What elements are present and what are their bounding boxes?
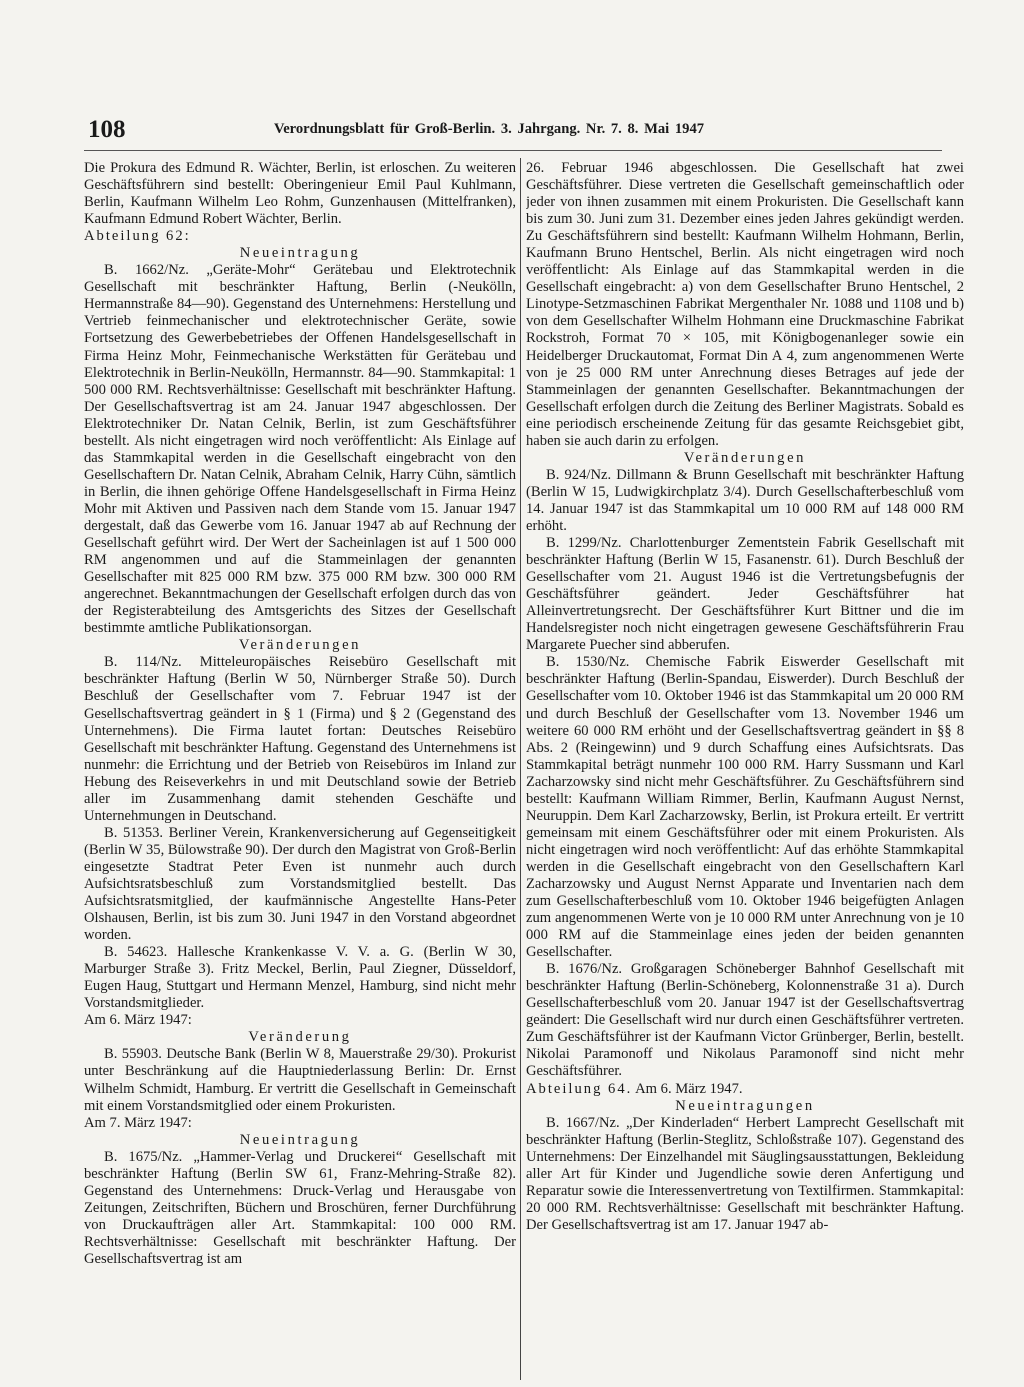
entry-b-55903: B. 55903. Deutsche Bank (Berlin W 8, Mauerstraße 29/30). Prokurist unter Beschränkung auf die Hauptniederlassung Berlin: Dr. Ernst Wilhelm Schmidt, Hamburg. Er vertritt die Gesellschaft in Gemeinschaft mit einem Vorstandsmitglied oder einem Prokuristen.	[84, 1046, 516, 1114]
section-label-abteilung-62: Abteilung 62:	[84, 228, 191, 245]
section-heading-neueintragung-2: Neueintragung	[239, 1131, 361, 1148]
entry-b-1667: B. 1667/Nz. „Der Kinderladen“ Herbert Lamprecht Gesellschaft mit beschränkter Haftung (Berlin-Steglitz, Schloßstraße 107). Gegenstand des Unternehmens: Der Einzelhandel mit Säuglingsausstattungen, Bekleidung aller Art für Kinder und Jugendliche sowie deren Anfertigung und Reparatur sowie die Interessenvertretung von Textilfirmen. Stammkapital: 20 000 RM. Rechtsverhältnisse: Gesellschaft mit beschränkter Haftung. Der Gesellschaftsvertrag ist am 17. Januar 1947 ab-	[526, 1114, 964, 1233]
section-label-abteilung-64	[526, 1081, 964, 1098]
right-column	[526, 160, 964, 1385]
entry-b-1662: B. 1662/Nz. „Geräte-Mohr“ Gerätebau und Elektrotechnik Gesellschaft mit beschränkter Haftung, Berlin (-Neukölln, Hermannstraße 84—90). Gegenstand des Unternehmens: Herstellung und Vertrieb feinmechanischer und elektrotechnischer Geräte, sowie Fortsetzung des Gewerbebetriebes der Offenen Handelsgesellschaft in Firma Heinz Mohr, Feinmechanische Werkstätten für Gerätebau und Elektrotechnik in Berlin-Neukölln, Hermannstr. 84—90. Stammkapital: 1 500 000 RM. Rechtsverhältnisse: Gesellschaft mit beschränkter Haftung. Der Gesellschaftsvertrag ist am 24. Januar 1947 abgeschlossen. Der Elektrotechniker Dr. Natan Celnik, Berlin, ist zum Geschäftsführer bestellt. Als nicht eingetragen wird noch veröffentlicht: Als Einlage auf das Stammkapital werden in die Gesellschaft eingebracht von den Gesellschaftern Dr. Natan Celnik, Abraham Celnik, Harry Cühn, sämtlich in Berlin, die ihnen gehörige Offene Handelsgesellschaft in Firma Heinz Mohr mit Aktiven und Passiven nach dem Stande vom 15. Januar 1947 dergestalt, daß das Gewerbe vom 16. Januar 1947 ab auf Rechnung der Gesellschaft geführt wird. Der Wert der Sacheinlagen ist auf 1 500 000 RM angenommen und auf die Stammeinlagen der genannten Gesellschafter mit 825 000 RM bzw. 375 000 RM bzw. 300 000 RM angerechnet. Bekanntmachungen der Gesellschaft erfolgen durch das von der Registerabteilung des Amtsgerichts des Sitzes der Gesellschaft bestimmte amtliche Publikationsorgan.	[84, 262, 516, 637]
date-label-7-maerz: Am 7. März 1947:	[84, 1114, 192, 1131]
page-number: 108	[88, 116, 126, 143]
section-heading-neueintragung: Neueintragung	[239, 245, 361, 262]
date-label-6-maerz: Am 6. März 1947:	[84, 1012, 192, 1029]
section-heading-veraenderungen: Veränderungen	[238, 637, 362, 654]
running-title: Verordnungsblatt für Groß-Berlin. 3. Jahrgang. Nr. 7. 8. Mai 1947	[274, 121, 705, 137]
abteilung-64-label: Abteilung 64.	[526, 1080, 633, 1097]
entry-b-924: B. 924/Nz. Dillmann & Brunn Gesellschaft mit beschränkter Haftung (Berlin W 15, Ludwigkirchplatz 3/4). Durch Gesellschafterbeschluß vom 14. Januar 1947 ist das Stammkapital um 10 000 RM auf 148 000 RM erhöht.	[526, 466, 964, 534]
left-column	[84, 160, 516, 1385]
column-divider	[520, 158, 521, 1380]
abteilung-64-date: Am 6. März 1947.	[635, 1080, 743, 1097]
entry-b-1299: B. 1299/Nz. Charlottenburger Zementstein Fabrik Gesellschaft mit beschränkter Haftung (Berlin W 15, Fasanenstr. 61). Durch Beschluß der Gesellschafter vom 21. August 1946 ist die Vertretungsbefugnis der Geschäftsführer geändert. Jeder Geschäftsführer hat Alleinvertretungsrecht. Der Geschäftsführer Kurt Bittner und die im Handelsregister noch nicht eingetragen gewesene Geschäftsführerin Frau Margarete Puecher sind abberufen.	[526, 535, 964, 654]
paragraph-continuation: 26. Februar 1946 abgeschlossen. Die Gesellschaft hat zwei Geschäftsführer. Diese vertreten die Gesellschaft gemeinschaftlich oder jeder von ihnen zusammen mit einem Prokuristen. Die Gesellschaft kann bis zum 30. Juni zum 31. Dezember eines jeden Jahres gekündigt werden. Zu Geschäftsführern sind bestellt: Kaufmann Wilhelm Hohmann, Berlin, Kaufmann Bruno Hentschel, Berlin. Als nicht eingetragen wird noch veröffentlicht: Als Einlage auf das Stammkapital werden in die Gesellschaft eingebracht: a) von dem Gesellschafter Bruno Hentschel, 2 Linotype-Setzmaschinen Fabrikat Mergenthaler Nr. 1088 und 1108 und b) von dem Gesellschafter Wilhelm Hohmann eine Druckmaschine Fabrikat Rockstroh, Format 70 × 105, mit Königbogenanleger sowie ein Heidelberger Druckautomat, Format Din A 4, zum angenommenen Werte von je 25 000 RM unter Anrechnung dieses Betrages auf jede der Stammeinlagen der genannten Gesellschafter. Bekanntmachungen der Gesellschaft erfolgen durch die Zeitung des Berliner Magistrats. Sobald es eine periodisch erscheinende Zeitung für das gesamte Reichsgebiet gibt, haben sie auch darin zu erfolgen.	[526, 160, 964, 449]
entry-b-1530: B. 1530/Nz. Chemische Fabrik Eiswerder Gesellschaft mit beschränkter Haftung (Berlin-Spandau, Eiswerder). Durch Beschluß der Gesellschafter vom 10. Oktober 1946 ist das Stammkapital um 20 000 RM und durch Beschluß der Gesellschafter vom 13. November 1946 um weitere 60 000 RM erhöht und der Gesellschaftsvertrag geändert in §§ 8 Abs. 2 (Reingewinn) und 9 durch Schaffung eines Aufsichtsrats. Das Stammkapital beträgt nunmehr 100 000 RM. Harry Sussmann und Karl Zacharzowsky sind nicht mehr Geschäftsführer. Zu Geschäftsführern sind bestellt: Kaufmann William Rimmer, Berlin, Kaufmann August Nernst, Neuruppin. Dem Karl Zacharzowsky, Berlin, ist Prokura erteilt. Er vertritt gemeinsam mit einem Geschäftsführer oder mit einem Prokuristen. Als nicht eingetragen wird noch veröffentlicht: Auf das erhöhte Stammkapital werden in die Gesellschaft eingebracht von den Gesellschaftern Karl Zacharzowsky und August Nernst Apparate und Inventarien nach dem zum Gesellschafterbeschluß vom 10. Oktober 1946 beigefügten Anlagen zum angenommenen Werte von je 10 000 RM unter Anrechnung von je 10 000 RM auf die Stammeinlage eines jeden der beiden genannten Gesellschafter.	[526, 654, 964, 961]
entry-b-54623: B. 54623. Hallesche Krankenkasse V. V. a. G. (Berlin W 30, Marburger Straße 3). Fritz Meckel, Berlin, Paul Ziegner, Düsseldorf, Eugen Haug, Stuttgart und Hermann Menzel, Hamburg, sind nicht mehr Vorstandsmitglieder.	[84, 944, 516, 1012]
page-header	[84, 116, 942, 146]
entry-b-1676: B. 1676/Nz. Großgaragen Schöneberger Bahnhof Gesellschaft mit beschränkter Haftung (Berlin-Schöneberg, Kolonnenstraße 31 a). Durch Gesellschafterbeschluß vom 20. Januar 1947 ist der Gesellschaftsvertrag geändert: Die Gesellschaft wird nur durch einen Geschäftsführer vertreten. Zum Geschäftsführer ist der Kaufmann Victor Grünberger, Berlin, bestellt. Nikolai Paramonoff und Nikolaus Paramonoff sind nicht mehr Geschäftsführer.	[526, 961, 964, 1080]
paragraph-prokura: Die Prokura des Edmund R. Wächter, Berlin, ist erloschen. Zu weiteren Geschäftsführern sind bestellt: Oberingenieur Emil Paul Kuhlmann, Berlin, Kaufmann Wilhelm Leo Rohm, Gunzenhausen (Mittelfranken), Kaufmann Edmund Robert Wächter, Berlin.	[84, 160, 516, 228]
entry-b-114: B. 114/Nz. Mitteleuropäisches Reisebüro Gesellschaft mit beschränkter Haftung (Berlin W 50, Nürnberger Straße 50). Durch Beschluß der Gesellschafter vom 7. Februar 1947 ist der Gesellschaftsvertrag geändert in § 1 (Firma) und § 2 (Gegenstand des Unternehmens). Die Firma lautet fortan: Deutsches Reisebüro Gesellschaft mit beschränkter Haftung. Gegenstand des Unternehmens ist nunmehr: die Errichtung und der Betrieb von Reisebüros im Inland zur Hebung des Reiseverkehrs in und mit Deutschland sowie der Betrieb aller im Zusammenhang damit stehenden Geschäfte und Unternehmungen in Deutschand.	[84, 654, 516, 824]
entry-b-51353: B. 51353. Berliner Verein, Krankenversicherung auf Gegenseitigkeit (Berlin W 35, Bülowstraße 90). Der durch den Magistrat von Groß-Berlin eingesetzte Stadtrat Peter Even ist nunmehr auch durch Aufsichtsratsbeschluß zum Vorstandsmitglied bestellt. Das Aufsichtsratsmitglied, der kaufmännische Angestellte Hans-Peter Olshausen, Berlin, ist bis zum 30. Juni 1947 in den Vorstand abgeordnet worden.	[84, 824, 516, 944]
entry-b-1675: B. 1675/Nz. „Hammer-Verlag und Druckerei“ Gesellschaft mit beschränkter Haftung (Berlin SW 61, Franz-Mehring-Straße 82). Gegenstand des Unternehmens: Druck-Verlag und Herausgabe von Zeitungen, Zeitschriften, Büchern und Broschüren, ferner Durchführung von Druckaufträgen aller Art. Stammkapital: 100 000 RM. Rechtsverhältnisse: Gesellschaft mit beschränkter Haftung. Der Gesellschaftsvertrag ist am	[84, 1148, 516, 1267]
header-rule	[84, 150, 942, 151]
section-heading-veraenderung: Veränderung	[248, 1029, 352, 1046]
section-heading-veraenderungen-2: Veränderungen	[683, 449, 807, 466]
section-heading-neueintragungen: Neueintragungen	[675, 1097, 815, 1114]
